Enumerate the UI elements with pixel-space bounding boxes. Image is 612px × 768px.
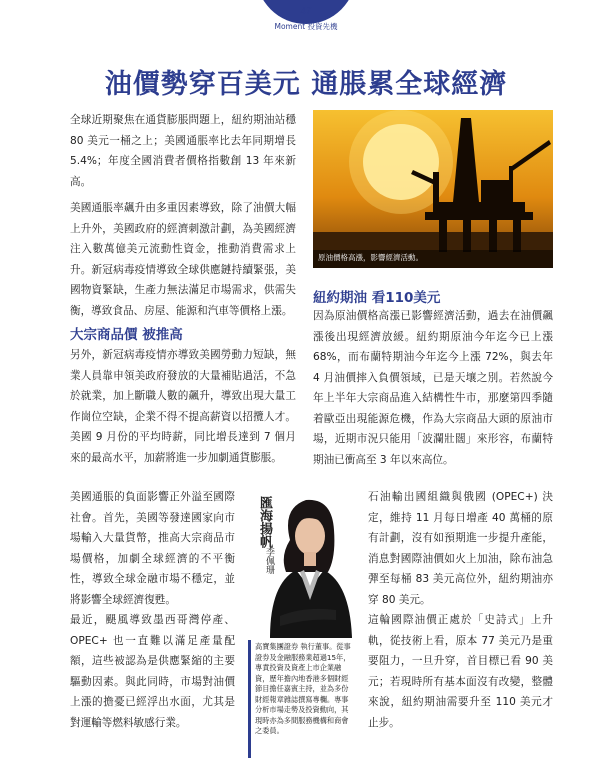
- oil-rig-illustration: [313, 110, 553, 268]
- page-number: 47: [300, 6, 312, 17]
- columnist-bio: 高寶集團證券 執行董事。從事證券及金融服務業超過15年，專責投資及資產上市企業融資，歷年擔內地香港多個財經節目擔任嘉賓主持，並為多份財經報章雜誌撰寫專欄。專事分析市場走勢及投資動向，其現時亦為多間服務機構和商會之委員。: [255, 642, 351, 735]
- paragraph-2: 美國通脹率飆升由多重因素導致，除了油價大幅上升外，美國政府的經濟刺激計劃，為美國經濟注入數萬億美元流動性資金，推動消費需求上升。新冠病毒疫情導致全球供應鏈持續緊張，美國物資緊缺，生產力無法滿足市場需求，供需失衡，導致食品、房屋、能源和汽車等價格上漲。: [70, 202, 296, 317]
- paragraph-7: 石油輸出國組織與俄國 (OPEC+) 決定，維持 11 月每日增產 40 萬桶的原有計劃，沒有如預期進一步提升產能，消息對國際油價如火上加油，除布油急彈至每桶 83 美元高位外，紐約期油亦穿 80 美元。: [368, 491, 553, 606]
- subhead-nymex: 紐約期油 看110美元: [313, 290, 441, 306]
- column-name: 匯海揚帆: [257, 496, 272, 548]
- article-title: 油價勢穿百美元 通脹累全球經濟: [104, 69, 508, 100]
- paragraph-6: 因為原油價格高漲已影響經濟活動，過去在油價飆漲後出現經濟放緩。紐約期原油今年迄今已上漲 68%，而布蘭特期油今年迄今上漲 72%，與去年 4 月油價摔入負價領域，已是天壤之別。若然說今年上半年大宗商品進入結構性牛市，那麼第四季隨着歐亞出現能源危機，作為大宗商品大頭的原油市場，近期市況只能用「波瀾壯闊」來形容，布蘭特期油已衝高至 3 年以來高位。: [313, 310, 553, 466]
- author-name: 李佩珊: [264, 547, 274, 574]
- columnist-bio-box: [248, 640, 354, 758]
- section-name: Moment 投資先機: [274, 22, 338, 31]
- oil-rig-photo: [313, 110, 553, 268]
- photo-caption: 原油價格高漲，影響經濟活動。: [318, 253, 423, 262]
- paragraph-5: 最近，颶風導致墨西哥灣停產、OPEC+ 也一直難以滿足產量配額，這些被認為是供應緊縮的主要驅動因素。與此同時，市場對油價上漲的擔憂已經浮出水面，尤其是對運輸等燃料敏感行業。: [70, 614, 235, 729]
- paragraph-1: 全球近期聚焦在通貨膨脹問題上，紐約期油站穩 80 美元一桶之上；美國通脹率比去年同期增長 5.4%；年度全國消費者價格指數創 13 年來新高。: [70, 114, 296, 188]
- paragraph-3: 另外，新冠病毒疫情亦導致美國勞動力短缺，無業人員靠申領美政府發放的大量補貼過活，不急於就業，加上斷職人數的飆升，導致出現大量工作崗位空缺，企業不得不提高薪資以招攬人才。美國 9 月份的平均時薪，同比增長達到 7 個月來的最高水平，加薪將進一步加劇通貨膨脹。: [70, 349, 296, 464]
- paragraph-4: 美國通脹的負面影響正外溢至國際社會。首先，美國等發達國家向市場輸入大量貨幣，推高大宗商品市場價格，加劇全球經濟的不平衡性，導致全球金融市場不穩定，並將影響全球經濟復甦。: [70, 491, 235, 606]
- paragraph-8: 這輪國際油價正處於「史詩式」上升軌，從技術上看，原本 77 美元乃是重要阻力，一旦升穿，首目標已看 90 美元；若現時所有基本面沒有改變，整體來說，紐約期油需要升至 110 美元才止步。: [368, 614, 553, 729]
- subhead-commodities: 大宗商品價 被推高: [70, 327, 183, 343]
